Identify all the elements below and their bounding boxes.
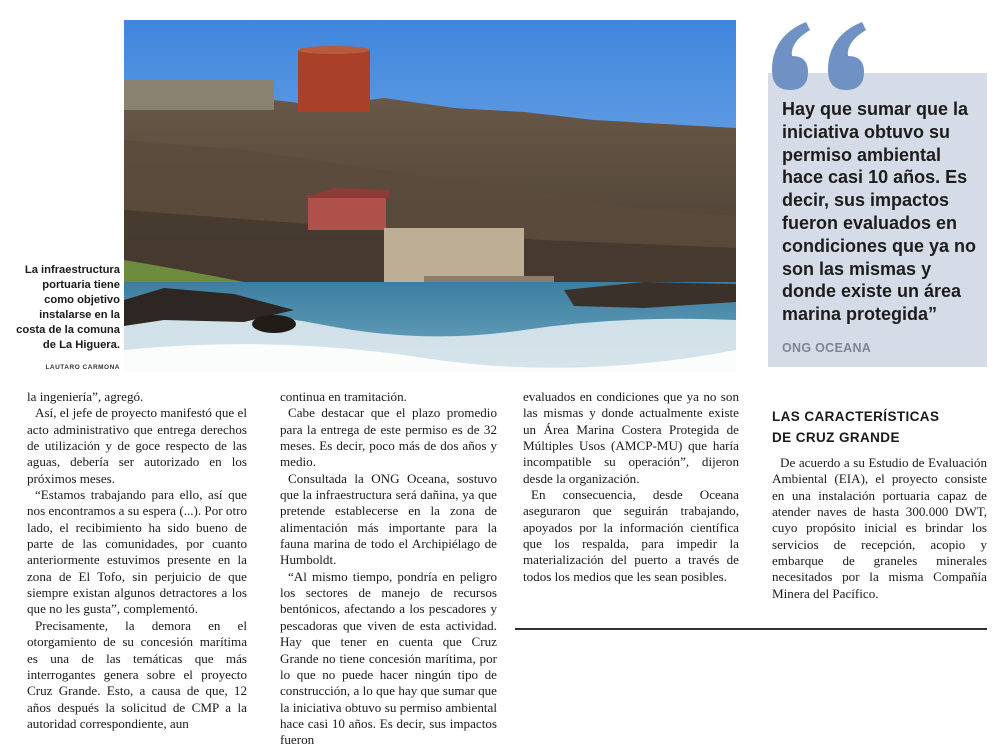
article-column-3 bbox=[523, 389, 739, 585]
paragraph: Así, el jefe de proyecto manifestó que el acto administrativo que entrega derechos de utilización y de goce respecto de las aguas, debería ser autorizado en los próximos meses. bbox=[27, 405, 247, 486]
sidebar-title-line-2: DE CRUZ GRANDE bbox=[772, 430, 900, 445]
photo-credit: LAUTARO CARMONA bbox=[45, 364, 120, 371]
paragraph: “Al mismo tiempo, pondría en peligro los sectores de manejo de recursos bentónicos, afectando a los pescadores y pescadoras que viven de esta actividad. Hay que tener en cuenta que Cruz Grande no tiene concesión marítima, por lo que no puede hacer ningún tipo de construcción, a lo que hay que sumar que la iniciativa obtuvo su permiso ambiental hace casi 10 años. Es decir, sus impactos fueron bbox=[280, 568, 497, 748]
article-photo bbox=[124, 20, 736, 372]
sidebar-body bbox=[772, 455, 987, 602]
paragraph: Consultada la ONG Oceana, sostuvo que la infraestructura será dañina, ya que pretende establecerse en la zona de alimentación más importante para la fauna marina de todo el Archipiélago de Humboldt. bbox=[280, 470, 497, 568]
pull-quote-text: Hay que sumar que la iniciativa obtuvo su permiso ambiental hace casi 10 años. Es decir, sus impactos fueron evaluados en condiciones que ya no son las mismas y donde existe un área marina protegida” bbox=[782, 99, 977, 325]
paragraph: evaluados en condiciones que ya no son las mismas y donde actualmente existe un Área Marina Costera Protegida de Múltiples Usos (AMCP-MU) que haría incompatible su operación”, dijeron desde la organización. bbox=[523, 389, 739, 486]
paragraph: la ingeniería”, agregó. bbox=[27, 389, 144, 404]
paragraph: Precisamente, la demora en el otorgamiento de su concesión marítima es una de las temáticas que más interrogantes genera sobre el proyecto Cruz Grande. Esto, a causa de que, 12 años después la solicitud de CMP a la autoridad correspondiente, aun bbox=[27, 617, 247, 731]
coast-photo-illustration bbox=[124, 20, 736, 372]
sidebar-title bbox=[772, 406, 987, 448]
paragraph: “Estamos trabajando para ello, así que nos encontramos a su espera (...). Por otro lado, el recibimiento ha sido bueno de parte de las comunidades, por cuanto anteriormente estuvimos presente en la zona de El Tofo, sin perjuicio de que siempre existan algunos detractores a los que no les gusta”, complementó. bbox=[27, 487, 247, 617]
article-column-1 bbox=[27, 389, 247, 732]
quote-marks-icon bbox=[768, 14, 878, 94]
paragraph: Cabe destacar que el plazo promedio para la entrega de este permiso es de 32 meses. Es decir, poco más de dos años y medio. bbox=[280, 405, 497, 470]
paragraph: En consecuencia, desde Oceana aseguraron que seguirán trabajando, apoyados por la información científica que los respalda, para impedir la materialización del puerto a través de todos los medios que les sean posibles. bbox=[523, 487, 739, 584]
paragraph: continua en tramitación. bbox=[280, 389, 407, 404]
column-divider-rule bbox=[515, 628, 987, 630]
paragraph: De acuerdo a su Estudio de Evaluación Ambiental (EIA), el proyecto consiste en una instalación portuaria capaz de atender naves de hasta 300.000 DWT, cuyo propósito inicial es brindar los servicios de recepción, acopio y embarque de graneles minerales necesitados por la misma Compañía Minera del Pacífico. bbox=[772, 455, 987, 601]
pull-quote-source: ONG OCEANA bbox=[782, 341, 872, 355]
sidebar-title-line-1: LAS CARACTERÍSTICAS bbox=[772, 409, 940, 424]
photo-caption: La infraestructura portuaria tiene como objetivo instalarse en la costa de la comuna de La Higuera. bbox=[16, 264, 120, 351]
article-column-2 bbox=[280, 389, 497, 749]
